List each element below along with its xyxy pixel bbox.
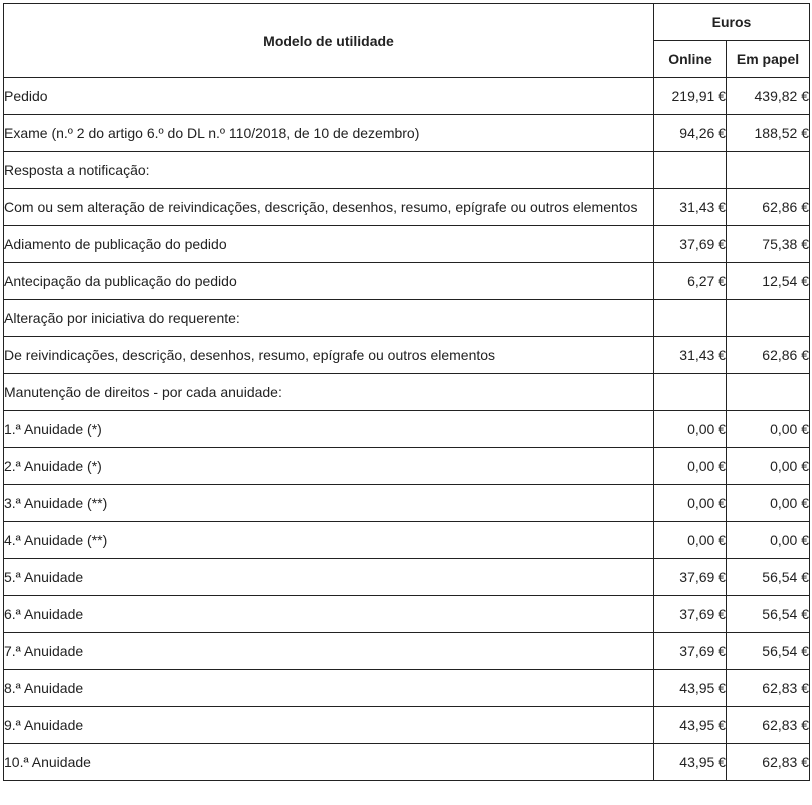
row-paper-value: 75,38 € (727, 226, 810, 263)
row-label: Com ou sem alteração de reivindicações, descrição, desenhos, resumo, epígrafe ou outros elementos (4, 189, 654, 226)
row-label: 4.ª Anuidade (**) (4, 522, 654, 559)
row-online-value: 31,43 € (654, 189, 727, 226)
row-label: 2.ª Anuidade (*) (4, 448, 654, 485)
row-online-value: 94,26 € (654, 115, 727, 152)
table-row (4, 670, 810, 707)
row-online-value (654, 300, 727, 337)
row-label: 6.ª Anuidade (4, 596, 654, 633)
table-row (4, 448, 810, 485)
row-paper-value: 12,54 € (727, 263, 810, 300)
row-paper-value (727, 300, 810, 337)
row-online-value: 43,95 € (654, 670, 727, 707)
row-online-value: 37,69 € (654, 559, 727, 596)
row-label: Exame (n.º 2 do artigo 6.º do DL n.º 110/2018, de 10 de dezembro) (4, 115, 654, 152)
header-row-top (4, 4, 810, 41)
row-paper-value: 56,54 € (727, 633, 810, 670)
table-row (4, 337, 810, 374)
row-label: 1.ª Anuidade (*) (4, 411, 654, 448)
row-label: Resposta a notificação: (4, 152, 654, 189)
row-paper-value: 62,83 € (727, 744, 810, 781)
table-row (4, 189, 810, 226)
row-label: 7.ª Anuidade (4, 633, 654, 670)
row-paper-value: 0,00 € (727, 448, 810, 485)
row-online-value: 37,69 € (654, 633, 727, 670)
row-paper-value: 62,86 € (727, 189, 810, 226)
row-online-value: 43,95 € (654, 707, 727, 744)
row-online-value: 31,43 € (654, 337, 727, 374)
row-label: Antecipação da publicação do pedido (4, 263, 654, 300)
table-row (4, 411, 810, 448)
table-row (4, 707, 810, 744)
row-online-value (654, 152, 727, 189)
row-paper-value: 0,00 € (727, 411, 810, 448)
row-paper-value (727, 152, 810, 189)
row-online-value: 0,00 € (654, 485, 727, 522)
row-online-value: 37,69 € (654, 596, 727, 633)
table-row (4, 374, 810, 411)
row-label: Alteração por iniciativa do requerente: (4, 300, 654, 337)
table-title: Modelo de utilidade (4, 4, 654, 78)
row-online-value: 0,00 € (654, 448, 727, 485)
row-paper-value: 439,82 € (727, 78, 810, 115)
table-row (4, 115, 810, 152)
row-label: De reivindicações, descrição, desenhos, resumo, epígrafe ou outros elementos (4, 337, 654, 374)
currency-header: Euros (654, 4, 810, 41)
column-header-online: Online (654, 41, 727, 78)
table-row (4, 744, 810, 781)
table-row (4, 485, 810, 522)
row-label: 3.ª Anuidade (**) (4, 485, 654, 522)
fees-table (3, 3, 810, 781)
row-paper-value: 62,83 € (727, 670, 810, 707)
row-label: 10.ª Anuidade (4, 744, 654, 781)
row-paper-value: 62,83 € (727, 707, 810, 744)
row-online-value: 6,27 € (654, 263, 727, 300)
row-online-value: 219,91 € (654, 78, 727, 115)
row-paper-value: 56,54 € (727, 559, 810, 596)
row-paper-value: 62,86 € (727, 337, 810, 374)
row-online-value: 37,69 € (654, 226, 727, 263)
table-row (4, 263, 810, 300)
table-row (4, 522, 810, 559)
row-label: 9.ª Anuidade (4, 707, 654, 744)
table-row (4, 226, 810, 263)
row-online-value: 43,95 € (654, 744, 727, 781)
row-paper-value: 56,54 € (727, 596, 810, 633)
row-online-value: 0,00 € (654, 522, 727, 559)
row-label: Manutenção de direitos - por cada anuidade: (4, 374, 654, 411)
table-row (4, 596, 810, 633)
row-label: Adiamento de publicação do pedido (4, 226, 654, 263)
table-row (4, 78, 810, 115)
row-online-value (654, 374, 727, 411)
row-paper-value (727, 374, 810, 411)
table-row (4, 152, 810, 189)
column-header-paper: Em papel (727, 41, 810, 78)
table-row (4, 300, 810, 337)
row-paper-value: 0,00 € (727, 522, 810, 559)
row-paper-value: 0,00 € (727, 485, 810, 522)
row-online-value: 0,00 € (654, 411, 727, 448)
table-row (4, 559, 810, 596)
row-label: 5.ª Anuidade (4, 559, 654, 596)
row-paper-value: 188,52 € (727, 115, 810, 152)
row-label: 8.ª Anuidade (4, 670, 654, 707)
row-label: Pedido (4, 78, 654, 115)
table-row (4, 633, 810, 670)
